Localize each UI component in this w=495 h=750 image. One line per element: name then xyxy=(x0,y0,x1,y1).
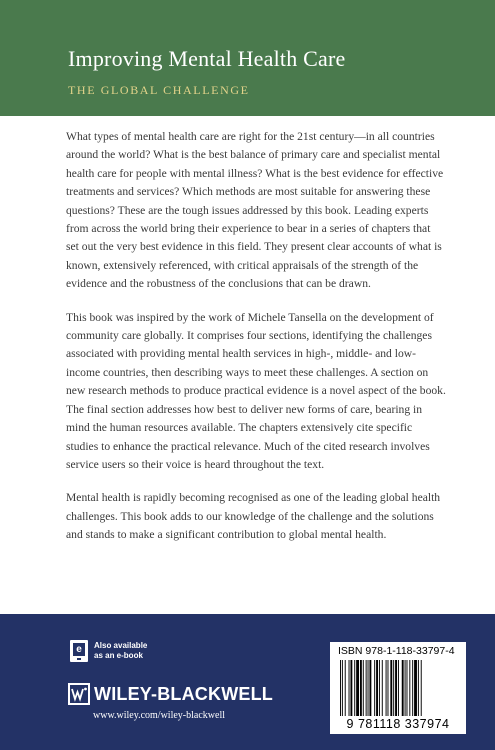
barcode-bar xyxy=(388,660,389,716)
barcode-bar xyxy=(342,660,343,716)
blurb-paragraph: Mental health is rapidly becoming recognised as one of the leading global health challenges. This book adds to our knowledge of the challenge and the solutions and stands to make a significant contribution to global mental health. xyxy=(66,491,441,542)
barcode-bar xyxy=(376,660,378,716)
publisher-logo xyxy=(68,683,273,705)
book-title: Improving Mental Health Care xyxy=(68,46,346,71)
barcode-bar xyxy=(356,660,359,716)
barcode-bar xyxy=(405,660,406,716)
publisher-name: WILEY-BLACKWELL xyxy=(94,683,273,704)
blurb-paragraph: What types of mental health care are right for the 21st century—in all countries around the world? What is the best balance of primary care and specialist mental health care for people with mental illness? What is the best evidence for effective treatments and services? Which methods are most suitable for answering these questions? These are the tough issues addressed by this book. Leading experts from across the world bring their experience to bear in a series of chapters that set out the very best evidence in this field. They present clear accounts of what is known, extensively referenced, with critical appraisals of the strength of the evidence and the robustness of the conclusions that can be drawn. xyxy=(66,130,444,291)
barcode-bar xyxy=(354,660,355,716)
barcode-bar xyxy=(390,660,392,716)
barcode-bar xyxy=(382,660,383,716)
barcode-bar xyxy=(340,660,341,716)
book-subtitle: THE GLOBAL CHALLENGE xyxy=(68,83,250,97)
barcode-bar xyxy=(345,660,346,716)
barcode-bar xyxy=(349,660,350,716)
barcode-bar xyxy=(418,660,419,716)
barcode-block xyxy=(330,642,466,734)
barcode-bar xyxy=(374,660,375,716)
blurb xyxy=(66,128,446,560)
header-band xyxy=(0,0,495,116)
isbn-label: ISBN 978-1-118-33797-4 xyxy=(338,645,455,657)
barcode-bar xyxy=(398,660,399,716)
blurb-paragraph: This book was inspired by the work of Michele Tansella on the development of community care globally. It comprises four sections, identifying the challenges associated with providing mental health services in high-, middle- and low-income countries, then describing ways to meet these challenges. A section on new research methods to produce practical evidence is a novel aspect of the book. The final section addresses how best to deliver new forms of care, bearing in mind the human resources available. The chapters extensively cite specific studies to enhance the practical relevance. Much of the cited research involves service users so their voice is heard throughout the text. xyxy=(66,310,446,471)
barcode-bar xyxy=(369,660,371,716)
barcode-bar xyxy=(409,660,410,716)
barcode-bar xyxy=(386,660,387,716)
barcode-bar xyxy=(402,660,404,716)
barcode-bar xyxy=(368,660,369,716)
barcode-bar xyxy=(379,660,380,716)
barcode-bar xyxy=(393,660,394,716)
barcode-bar xyxy=(363,660,364,716)
ebook-notice xyxy=(70,640,147,662)
ebook-label: Also available as an e-book xyxy=(94,641,148,660)
publisher-url: www.wiley.com/wiley-blackwell xyxy=(93,710,225,721)
wiley-logo-icon xyxy=(68,683,90,705)
barcode-bar xyxy=(366,660,367,716)
barcode-bars xyxy=(340,660,458,716)
barcode-bar xyxy=(407,660,408,716)
barcode-bar xyxy=(414,660,417,716)
barcode-bar xyxy=(350,660,352,716)
barcode-digits: 9 781118 337974 xyxy=(346,717,450,731)
barcode-bar xyxy=(412,660,413,716)
barcode-bar xyxy=(360,660,362,716)
barcode-bar xyxy=(421,660,422,716)
barcode-bar xyxy=(395,660,397,716)
ebook-icon: e xyxy=(70,640,88,662)
